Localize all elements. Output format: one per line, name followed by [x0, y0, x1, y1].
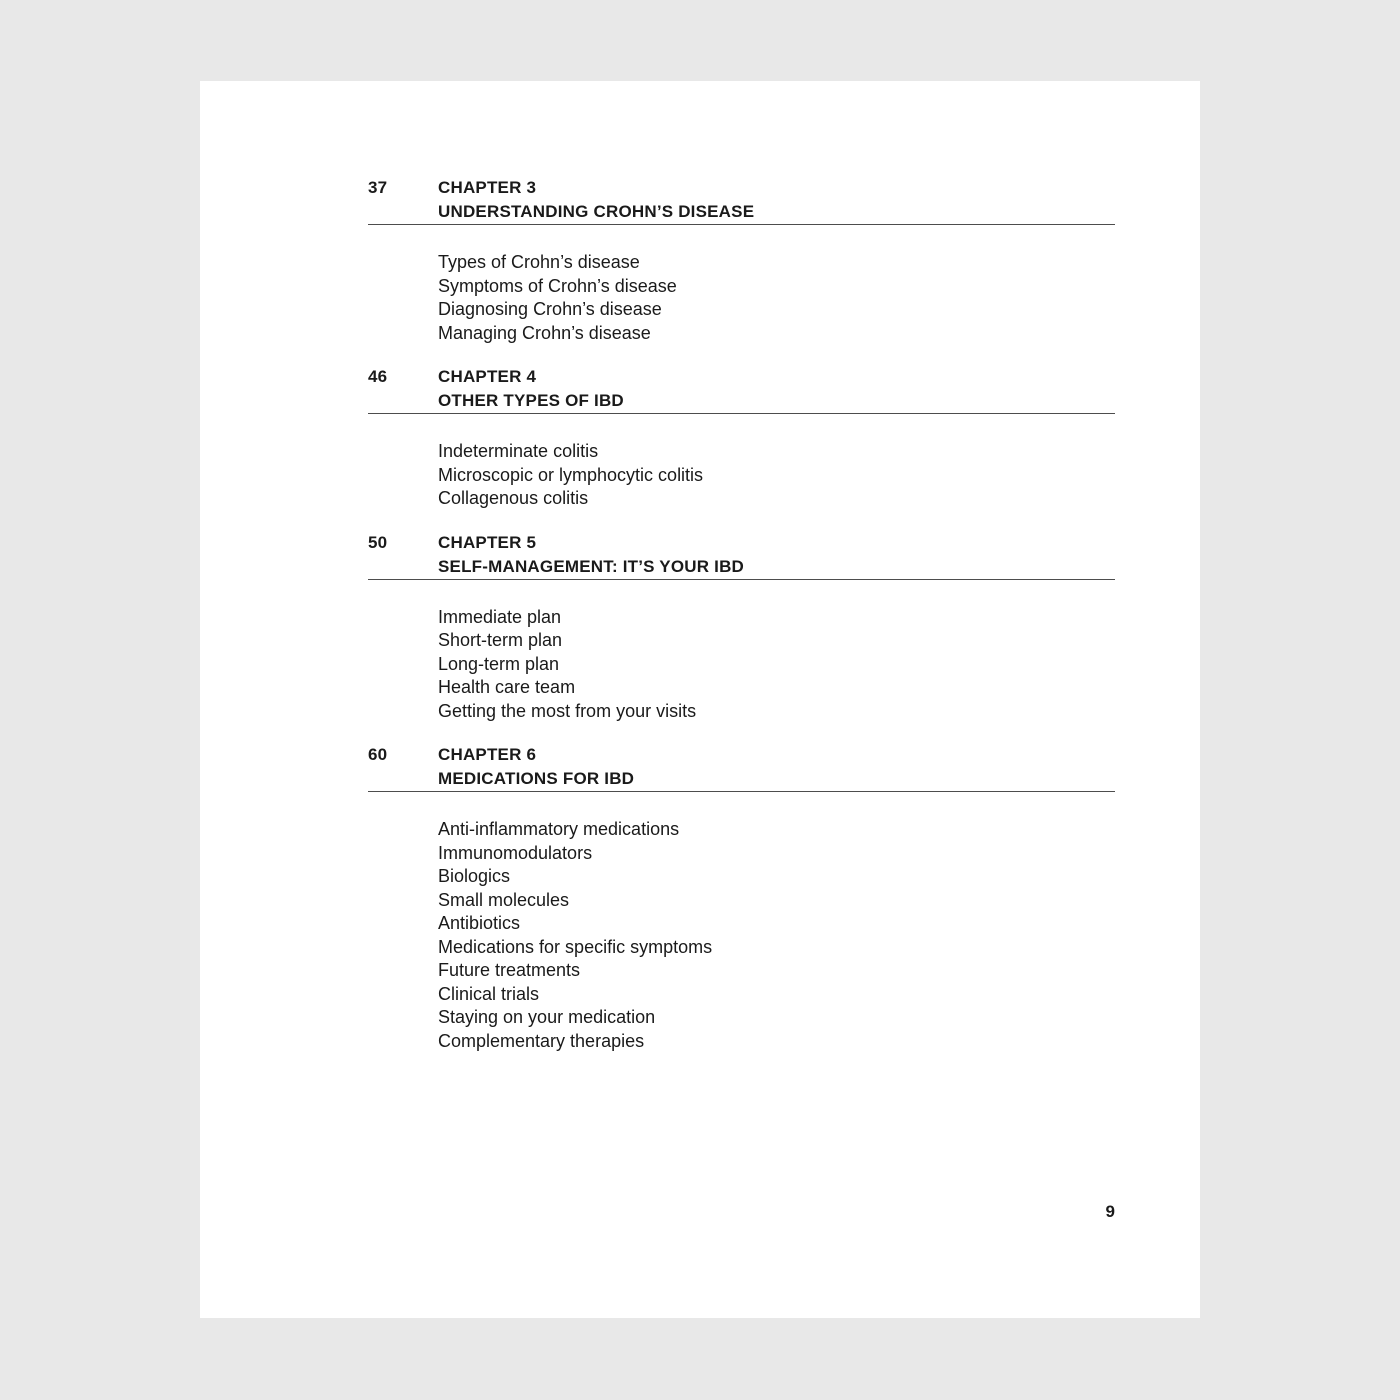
toc-subtopic: Health care team [438, 677, 576, 697]
chapter-subtopics [368, 792, 1115, 1053]
toc-subtopic: Biologics [438, 866, 511, 886]
chapter-title-block [438, 743, 1115, 791]
toc-subtopic: Immunomodulators [438, 842, 593, 863]
chapter-page-number: 37 [368, 178, 388, 197]
chapter-label: CHAPTER 6 [438, 745, 537, 764]
toc-subtopic: Diagnosing Crohn’s disease [438, 299, 662, 319]
chapter-page-number: 50 [368, 532, 388, 552]
page-number: 9 [1105, 1202, 1115, 1221]
chapter-label: CHAPTER 3 [438, 178, 537, 197]
chapter-title: OTHER TYPES OF IBD [438, 391, 624, 410]
chapter-title: UNDERSTANDING CROHN’S DISEASE [438, 202, 755, 221]
chapter-page-number: 60 [368, 745, 388, 764]
chapter-title-block [438, 531, 1115, 579]
document-page [200, 81, 1200, 1318]
chapter-title-block [438, 176, 1115, 224]
toc-subtopic: Types of Crohn’s disease [438, 252, 640, 272]
chapter-subtopics [368, 225, 1115, 345]
chapter-title: MEDICATIONS FOR IBD [438, 769, 635, 788]
toc-subtopic: Indeterminate colitis [438, 441, 599, 461]
toc-subtopic: Immediate plan [438, 606, 562, 627]
chapter-subtopics [368, 580, 1115, 724]
toc-chapter-entry [368, 176, 1115, 345]
toc-subtopic: Microscopic or lymphocytic colitis [438, 464, 704, 485]
chapter-page-number: 46 [368, 367, 388, 386]
chapter-heading [368, 365, 1115, 414]
toc-subtopic: Collagenous colitis [438, 488, 589, 508]
toc-subtopic: Small molecules [438, 889, 570, 910]
toc-subtopic: Managing Crohn’s disease [438, 322, 651, 343]
chapter-title: SELF-MANAGEMENT: IT’S YOUR IBD [438, 556, 745, 576]
toc-subtopic: Long-term plan [438, 653, 560, 674]
chapter-label: CHAPTER 4 [438, 367, 537, 386]
toc-chapter-entry [368, 743, 1115, 1053]
toc-subtopic: Short-term plan [438, 630, 563, 650]
chapter-title-block [438, 365, 1115, 413]
chapter-heading [368, 531, 1115, 580]
toc-subtopic: Future treatments [438, 960, 581, 980]
chapter-label: CHAPTER 5 [438, 532, 537, 552]
toc-chapter-entry [368, 365, 1115, 511]
chapter-heading [368, 176, 1115, 225]
toc-subtopic: Anti-inflammatory medications [438, 819, 680, 839]
toc-subtopic: Clinical trials [438, 983, 540, 1004]
chapter-subtopics [368, 414, 1115, 511]
toc-subtopic: Symptoms of Crohn’s disease [438, 275, 677, 296]
table-of-contents [200, 81, 1200, 1073]
toc-subtopic: Antibiotics [438, 913, 521, 933]
toc-chapter-entry [368, 531, 1115, 724]
toc-subtopic: Medications for specific symptoms [438, 936, 713, 957]
toc-subtopic: Staying on your medication [438, 1007, 656, 1027]
toc-subtopic: Getting the most from your visits [438, 700, 697, 721]
toc-subtopic: Complementary therapies [438, 1030, 645, 1051]
chapter-heading [368, 743, 1115, 792]
